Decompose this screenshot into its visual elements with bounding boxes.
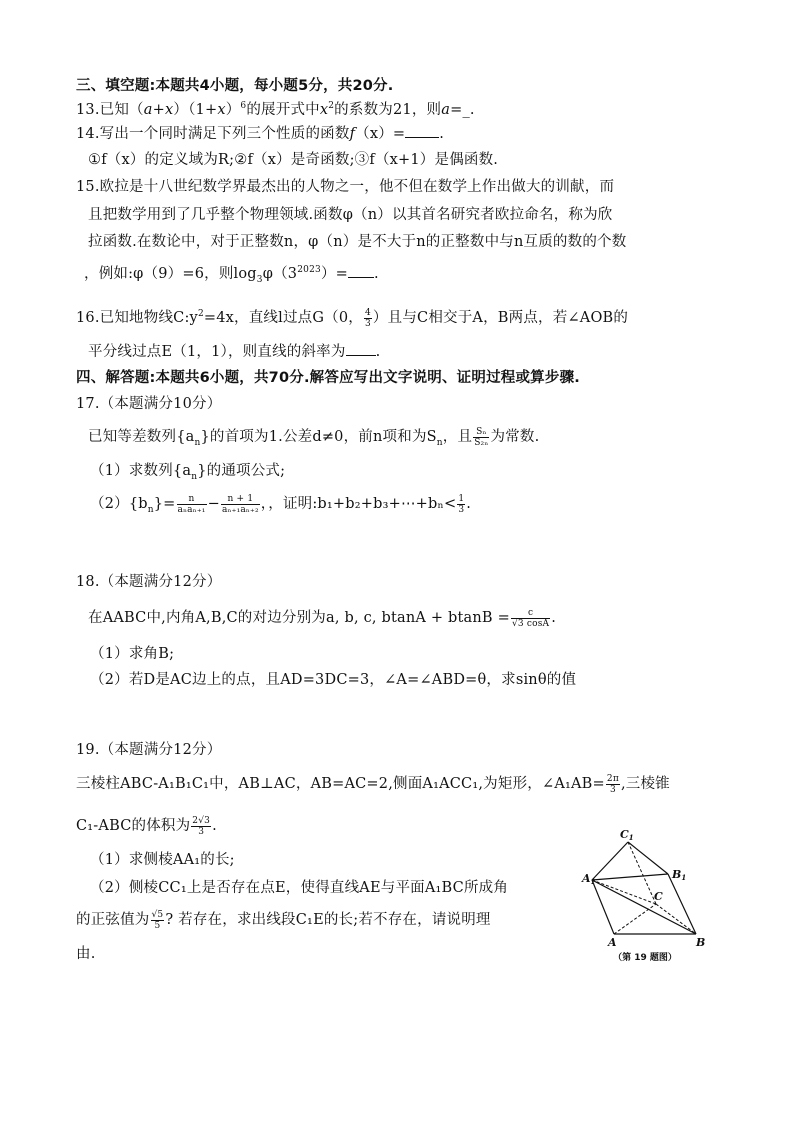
q19-part2-line2 bbox=[76, 908, 491, 932]
q19-line2 bbox=[76, 814, 217, 838]
q18-line1 bbox=[88, 606, 556, 630]
q19-title: 19.（本题满分12分） bbox=[76, 742, 222, 758]
q19-figure bbox=[584, 826, 714, 966]
edge-c1-a1 bbox=[592, 842, 628, 880]
q16-mid: =4x，直线l过点G（0， bbox=[203, 310, 363, 326]
q15-line4-prefix: ，例如:φ（9）=6，则log bbox=[84, 266, 257, 282]
q14-period: . bbox=[439, 126, 445, 142]
q17-frac1-num: n bbox=[177, 494, 207, 505]
q19-frac1-den: 3 bbox=[609, 784, 616, 795]
q17-one-third bbox=[457, 494, 465, 515]
q17-p1-prefix: （1）求数列{a bbox=[90, 463, 192, 479]
q18-frac-den: √3 cosA bbox=[511, 618, 550, 629]
q14-f: f bbox=[349, 126, 356, 142]
q19-frac2-den: 3 bbox=[198, 826, 205, 837]
q17-sub-n2: n bbox=[436, 437, 443, 448]
q15-exp: 2023 bbox=[297, 265, 321, 276]
q16-answer-blank bbox=[346, 355, 376, 356]
q19-frac3-num: √5 bbox=[151, 909, 164, 920]
prism-diagram bbox=[584, 826, 714, 950]
label-b1: B1 bbox=[672, 868, 687, 882]
q15-line4 bbox=[84, 262, 379, 286]
q17-minus: − bbox=[207, 496, 220, 512]
q18-l1-prefix: 在AABC中,内角A,B,C的对边分别为a, b, c, btanA + btanB = bbox=[88, 610, 510, 626]
label-a: A bbox=[608, 936, 617, 949]
q19-angle-fraction bbox=[606, 774, 620, 795]
q13-exp6: 6 bbox=[240, 101, 247, 112]
q17-l1-mid2: ，且 bbox=[442, 429, 473, 445]
q14-xparen: （x）= bbox=[355, 126, 406, 142]
q17-frac-num: Sₙ bbox=[473, 427, 489, 438]
edge-a1-b1 bbox=[592, 874, 668, 880]
q17-part2 bbox=[90, 492, 471, 516]
q17-p2-prefix: （2）{b bbox=[90, 496, 148, 512]
q16-fraction bbox=[364, 308, 372, 329]
q17-frac1-den: aₙaₙ₊₁ bbox=[177, 504, 206, 515]
q15-log-base: 3 bbox=[256, 274, 263, 285]
q16-line2-text: 平分线过点E（1，1），则直线的斜率为 bbox=[88, 344, 346, 360]
q13-coef: 的系数为21，则 bbox=[334, 102, 442, 118]
q17-period: . bbox=[466, 496, 472, 512]
q19-l2-prefix: C₁-ABC的体积为 bbox=[76, 818, 191, 834]
q15-answer-blank bbox=[348, 277, 374, 278]
q13-close2: ） bbox=[225, 102, 241, 118]
q17-part1 bbox=[90, 459, 285, 483]
q13-xvar: x bbox=[319, 102, 329, 118]
q19-period: . bbox=[212, 818, 217, 834]
q19-part2-line3: 由. bbox=[76, 946, 96, 962]
label-b: B bbox=[696, 936, 706, 949]
q14-prefix: 14.写出一个同时满足下列三个性质的函数 bbox=[76, 126, 350, 142]
q16-frac-num: 4 bbox=[364, 307, 371, 318]
q16-exp2: 2 bbox=[197, 309, 204, 320]
edge-a1-b bbox=[592, 880, 696, 934]
question-13 bbox=[76, 98, 475, 122]
q17-sub-n: n bbox=[194, 437, 201, 448]
edge-c1-b1 bbox=[628, 842, 668, 874]
q13-middle: 的展开式中 bbox=[246, 102, 320, 118]
q18-fraction bbox=[511, 608, 550, 629]
q17-p1-sub: n bbox=[191, 471, 198, 482]
q19-p2l2-end: ? 若存在，求出线段C₁E的长;若不存在，请说明理 bbox=[165, 912, 491, 928]
edge-b1-b bbox=[668, 874, 696, 934]
q17-frac3-num: 1 bbox=[458, 493, 465, 504]
label-c: C bbox=[654, 890, 663, 903]
q18-frac-num: c bbox=[511, 608, 550, 619]
q17-frac2-den: aₙ₊₁aₙ₊₂ bbox=[221, 504, 259, 515]
q19-frac3-den: 5 bbox=[154, 920, 161, 931]
q19-p2l2-prefix: 的正弦值为 bbox=[76, 912, 150, 928]
q13-x2: x bbox=[217, 102, 226, 118]
q17-bn-frac1 bbox=[177, 494, 207, 515]
q13-plus: + bbox=[152, 102, 165, 118]
q13-a: a bbox=[143, 102, 153, 118]
q19-frac1-num: 2π bbox=[606, 773, 619, 784]
q17-l1-prefix: 已知等差数列{a bbox=[88, 429, 195, 445]
q13-prefix: 13.已知（ bbox=[76, 102, 144, 118]
label-c1: C1 bbox=[620, 828, 634, 842]
question-14 bbox=[76, 122, 444, 146]
edge-c-b bbox=[656, 904, 696, 934]
q13-eq: =_. bbox=[450, 102, 475, 118]
figure-caption: （第 19 题图） bbox=[613, 953, 677, 963]
q17-p2-sub: n bbox=[147, 504, 154, 515]
q18-part2: （2）若D是AC边上的点，且AD=3DC=3，∠A=∠ABD=θ，求sinθ的值 bbox=[90, 672, 577, 688]
q15-period: . bbox=[374, 266, 379, 282]
q16-prefix: 16.已知地物线C:y bbox=[76, 310, 198, 326]
q15-line4-mid: φ（3 bbox=[262, 266, 298, 282]
question-16 bbox=[76, 306, 628, 330]
q17-title: 17.（本题满分10分） bbox=[76, 396, 222, 412]
q13-exp2: 2 bbox=[328, 101, 335, 112]
q19-line1 bbox=[76, 772, 670, 796]
q18-title: 18.（本题满分12分） bbox=[76, 574, 222, 590]
q17-p1-end: }的通项公式; bbox=[197, 463, 286, 479]
q15-line3: 拉函数.在数论中，对于正整数n，φ（n）是不大于n的正整数中与n互质的数的个数 bbox=[88, 234, 627, 250]
q16-period: . bbox=[375, 344, 381, 360]
q17-p2-mid: ，，证明:b₁+b₂+b₃+⋯+bₙ< bbox=[260, 496, 457, 512]
q13-close: ）（1+ bbox=[173, 102, 218, 118]
q15-line2: 且把数学用到了几乎整个物理领域.函数φ（n）以其首名研究者欧拉命名，称为欣 bbox=[88, 207, 613, 223]
q17-ratio-fraction bbox=[473, 427, 489, 448]
q19-part2-line1: （2）侧棱CC₁上是否存在点E，使得直线AE与平面A₁BC所成角 bbox=[90, 880, 509, 896]
q17-frac2-num: n + 1 bbox=[221, 494, 260, 505]
q19-sine-fraction bbox=[151, 910, 165, 931]
label-a1: A1 bbox=[582, 872, 596, 886]
section3-heading: 三、填空题:本题共4小题，每小题5分，共20分. bbox=[76, 78, 394, 94]
q16-end: ）且与C相交于A，B两点，若∠AOB的 bbox=[372, 310, 629, 326]
q18-part1: （1）求角B; bbox=[90, 646, 175, 662]
q16-frac-den: 3 bbox=[364, 318, 371, 329]
q15-line1: 15.欧拉是十八世纪数学界最杰出的人物之一，他不但在数学上作出做大的训献，而 bbox=[76, 179, 615, 195]
q18-period: . bbox=[551, 610, 557, 626]
q17-line1 bbox=[88, 425, 539, 449]
q17-frac3-den: 3 bbox=[458, 504, 465, 515]
q19-l1-end: ,三棱锥 bbox=[620, 776, 670, 792]
q19-l1-prefix: 三棱柱ABC-A₁B₁C₁中，AB⊥AC，AB=AC=2,侧面A₁ACC₁,为矩形，∠A₁AB= bbox=[76, 776, 605, 792]
q19-part1: （1）求侧棱AA₁的长; bbox=[90, 852, 235, 868]
q15-line4-end: ）= bbox=[320, 266, 348, 282]
q13-x: x bbox=[164, 102, 174, 118]
q17-p2-eq: }= bbox=[153, 496, 176, 512]
q14-answer-blank bbox=[405, 137, 439, 138]
q17-l1-mid: }的首项为1.公差d≠0，前n项和为S bbox=[200, 429, 437, 445]
q17-l1-end: 为常数. bbox=[490, 429, 540, 445]
q13-avar: a bbox=[441, 102, 451, 118]
q19-frac2-num: 2√3 bbox=[192, 815, 211, 826]
q16-line2 bbox=[88, 340, 380, 364]
q14-properties: ①f（x）的定义域为R;②f（x）是奇函数;③f（x+1）是偶函数. bbox=[88, 152, 499, 168]
q17-frac-den: S₂ₙ bbox=[474, 437, 489, 448]
edge-a1-a bbox=[592, 880, 614, 934]
q19-volume-fraction bbox=[191, 816, 211, 837]
edge-a-c bbox=[614, 904, 656, 934]
section4-heading: 四、解答题:本题共6小题，共70分.解答应写出文字说明、证明过程或算步骤. bbox=[76, 370, 580, 386]
q17-bn-frac2 bbox=[221, 494, 260, 515]
